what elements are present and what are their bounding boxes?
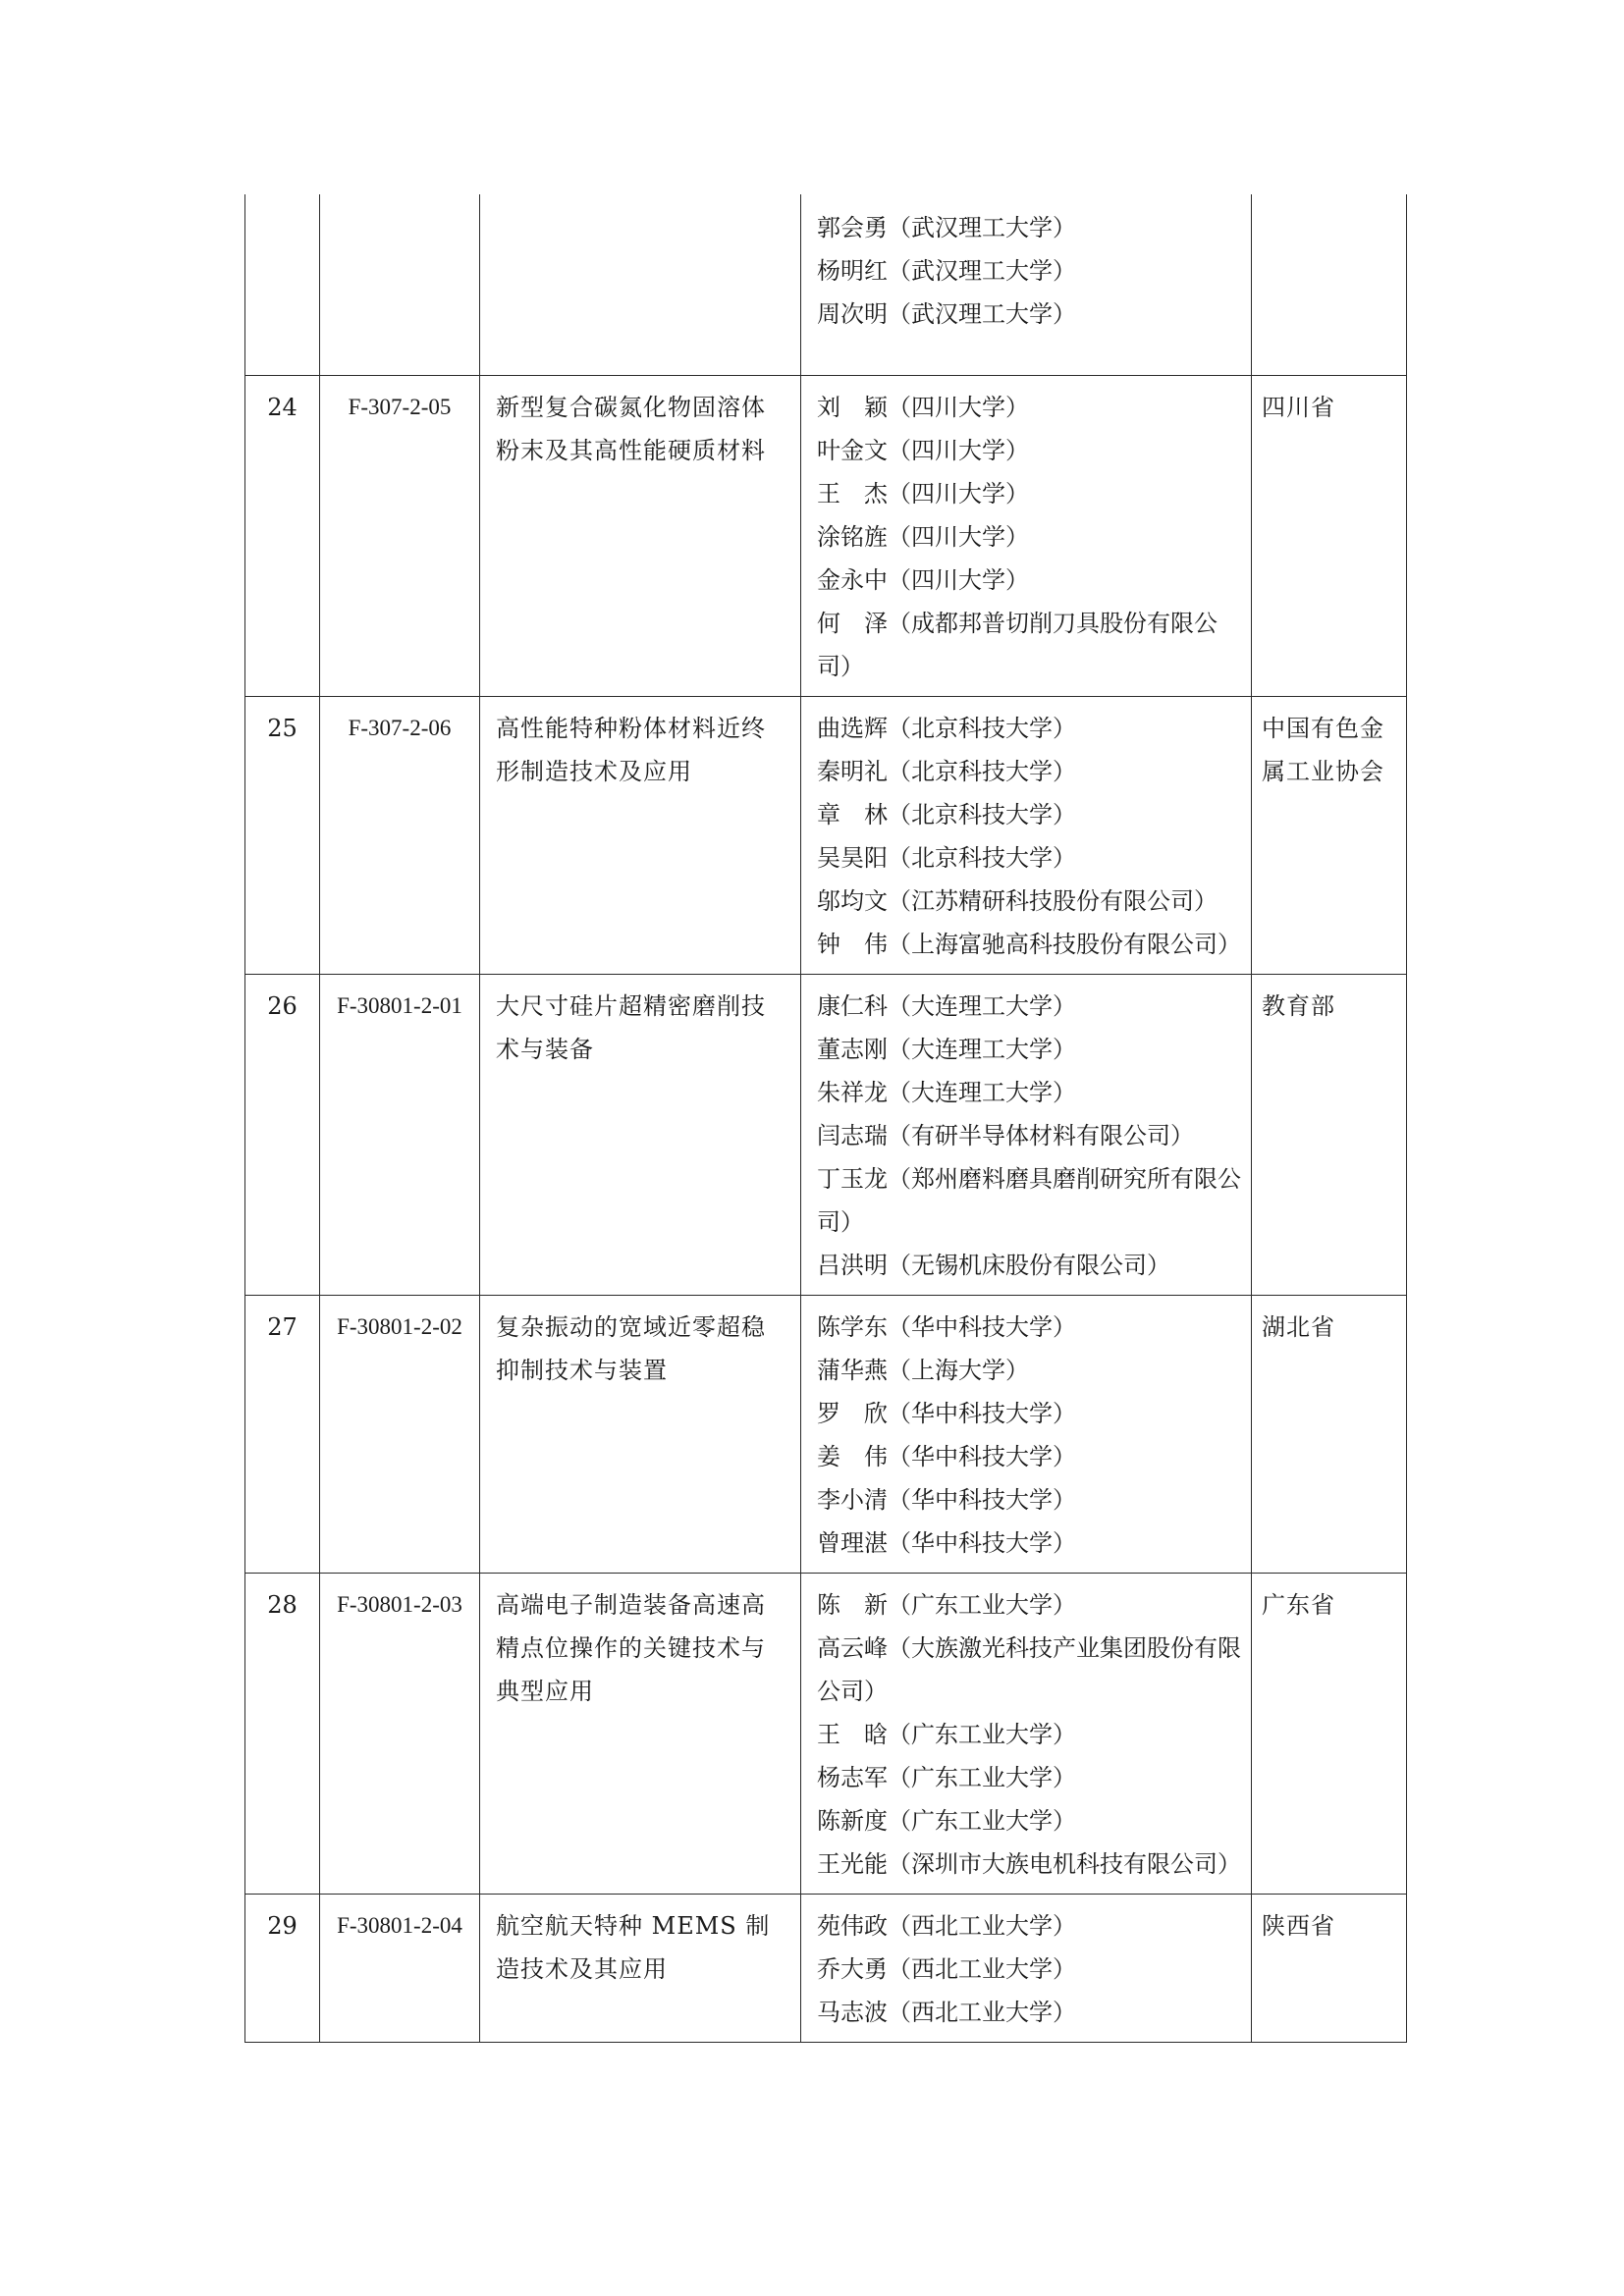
participant-name: 钟 伟（上海富驰高科技股份有限公司） (817, 931, 1241, 958)
table-row-continuation (245, 194, 1407, 376)
participant-name: 丁玉龙（郑州磨料磨具磨削研究所有限公司） (817, 1165, 1241, 1236)
participant-name: 曲选辉（北京科技大学） (817, 715, 1076, 742)
cell-nominating-unit: 四川省 (1252, 376, 1407, 697)
cell-participants (801, 697, 1252, 975)
participant-name: 马志波（西北工业大学） (817, 1999, 1076, 2026)
participant-name: 章 林（北京科技大学） (817, 801, 1076, 828)
cell-number: 24 (245, 376, 320, 697)
cell-nominating-unit: 陕西省 (1252, 1895, 1407, 2043)
cell-project-code: F-30801-2-03 (320, 1574, 480, 1895)
participant-name: 何 泽（成都邦普切削刀具股份有限公司） (817, 610, 1218, 680)
participant-name: 王 杰（四川大学） (817, 480, 1029, 507)
cell-number: 27 (245, 1296, 320, 1574)
cell-participants (801, 376, 1252, 697)
participant-name: 周次明（武汉理工大学） (817, 300, 1076, 328)
cell-nominating-unit: 中国有色金属工业协会 (1252, 697, 1407, 975)
cell-nominating-unit: 湖北省 (1252, 1296, 1407, 1574)
participant-name: 吕洪明（无锡机床股份有限公司） (817, 1252, 1170, 1279)
cell-project-code: F-307-2-05 (320, 376, 480, 697)
participant-name: 涂铭旌（四川大学） (817, 523, 1029, 551)
participant-name: 郭会勇（武汉理工大学） (817, 214, 1076, 241)
award-table-body (245, 194, 1407, 2043)
participant-name: 秦明礼（北京科技大学） (817, 758, 1076, 785)
cell-project-code: F-307-2-06 (320, 697, 480, 975)
participant-name: 闫志瑞（有研半导体材料有限公司） (817, 1122, 1194, 1149)
cell-project-name: 新型复合碳氮化物固溶体粉末及其高性能硬质材料 (480, 376, 801, 697)
participant-name: 刘 颖（四川大学） (817, 394, 1029, 421)
participant-name: 朱祥龙（大连理工大学） (817, 1079, 1076, 1106)
participant-name: 李小清（华中科技大学） (817, 1486, 1076, 1514)
cell-participants (801, 975, 1252, 1296)
table-row (245, 697, 1407, 975)
cell-participants (801, 194, 1252, 376)
cell-number: 26 (245, 975, 320, 1296)
table-row (245, 376, 1407, 697)
cell-nominating-unit: 教育部 (1252, 975, 1407, 1296)
participant-name: 董志刚（大连理工大学） (817, 1036, 1076, 1063)
participant-name: 杨志军（广东工业大学） (817, 1764, 1076, 1791)
cell-project-name: 大尺寸硅片超精密磨削技术与装备 (480, 975, 801, 1296)
participant-name: 蒲华燕（上海大学） (817, 1357, 1029, 1384)
cell-participants (801, 1895, 1252, 2043)
participant-name: 陈新度（广东工业大学） (817, 1807, 1076, 1835)
participant-name: 陈学东（华中科技大学） (817, 1313, 1076, 1341)
participant-name: 罗 欣（华中科技大学） (817, 1400, 1076, 1427)
cell-number (245, 194, 320, 376)
table-row (245, 975, 1407, 1296)
cell-project-code: F-30801-2-02 (320, 1296, 480, 1574)
cell-number: 25 (245, 697, 320, 975)
cell-project-code: F-30801-2-01 (320, 975, 480, 1296)
participant-name: 邬均文（江苏精研科技股份有限公司） (817, 887, 1218, 915)
participant-name: 康仁科（大连理工大学） (817, 992, 1076, 1020)
participant-name: 苑伟政（西北工业大学） (817, 1912, 1076, 1940)
cell-participants (801, 1296, 1252, 1574)
participant-name: 陈 新（广东工业大学） (817, 1591, 1076, 1619)
table-row (245, 1296, 1407, 1574)
cell-project-name: 高端电子制造装备高速高精点位操作的关键技术与典型应用 (480, 1574, 801, 1895)
participant-name: 王 晗（广东工业大学） (817, 1721, 1076, 1748)
cell-project-name (480, 194, 801, 376)
participant-name: 高云峰（大族激光科技产业集团股份有限公司） (817, 1634, 1241, 1705)
participant-name: 吴昊阳（北京科技大学） (817, 844, 1076, 872)
cell-nominating-unit: 广东省 (1252, 1574, 1407, 1895)
participant-name: 乔大勇（西北工业大学） (817, 1955, 1076, 1983)
award-table (244, 194, 1407, 2043)
participant-name: 王光能（深圳市大族电机科技有限公司） (817, 1850, 1241, 1878)
participant-name: 叶金文（四川大学） (817, 437, 1029, 464)
table-row (245, 1895, 1407, 2043)
cell-number: 28 (245, 1574, 320, 1895)
participant-name: 杨明红（武汉理工大学） (817, 257, 1076, 285)
cell-participants (801, 1574, 1252, 1895)
cell-project-name: 航空航天特种 MEMS 制造技术及其应用 (480, 1895, 801, 2043)
participant-name: 金永中（四川大学） (817, 566, 1029, 594)
participant-name: 姜 伟（华中科技大学） (817, 1443, 1076, 1470)
cell-nominating-unit (1252, 194, 1407, 376)
cell-project-name: 高性能特种粉体材料近终形制造技术及应用 (480, 697, 801, 975)
cell-project-name: 复杂振动的宽域近零超稳抑制技术与装置 (480, 1296, 801, 1574)
participant-name: 曾理湛（华中科技大学） (817, 1529, 1076, 1557)
table-row (245, 1574, 1407, 1895)
cell-number: 29 (245, 1895, 320, 2043)
cell-project-code (320, 194, 480, 376)
cell-project-code: F-30801-2-04 (320, 1895, 480, 2043)
